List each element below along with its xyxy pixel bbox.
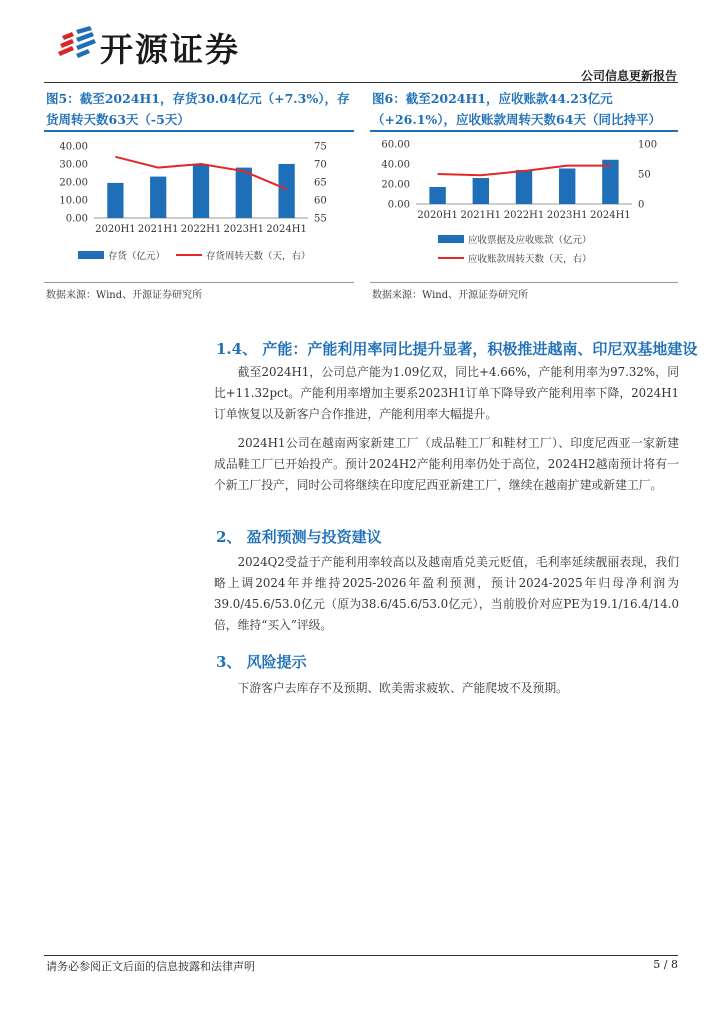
header-rule xyxy=(44,82,678,83)
y2-tick-label: 60 xyxy=(314,195,327,207)
figure6-bottom-rule xyxy=(370,282,678,283)
x-tick-label: 2022H1 xyxy=(180,224,222,235)
y2-tick-label: 55 xyxy=(314,213,327,225)
section-1-4-title: 1.4、 产能：产能利用率同比提升显著，积极推进越南、印尼双基地建设 xyxy=(216,340,698,358)
y-tick-label: 0.00 xyxy=(65,213,88,225)
x-tick-label: 2022H1 xyxy=(503,210,545,221)
bar xyxy=(559,169,575,205)
bar xyxy=(107,183,123,218)
footer-disclaimer: 请务必参阅正文后面的信息披露和法律声明 xyxy=(46,960,255,973)
figure6-chart xyxy=(370,134,678,286)
report-type: 公司信息更新报告 xyxy=(580,69,677,83)
x-tick-label: 2023H1 xyxy=(546,210,588,221)
section-2-title: 2、 盈利预测与投资建议 xyxy=(216,528,382,546)
legend-line-label: 应收账款周转天数（天，右） xyxy=(468,254,592,265)
figure5-title: 图5：截至2024H1，存货30.04亿元（+7.3%），存货周转天数63天（-5天） xyxy=(46,91,350,127)
x-tick-label: 2024H1 xyxy=(590,210,631,221)
x-tick-label: 2021H1 xyxy=(137,224,179,235)
section-2-body xyxy=(214,550,679,636)
figure5-chart xyxy=(44,134,354,286)
bar xyxy=(150,177,166,218)
y-tick-label: 20.00 xyxy=(381,179,410,191)
legend-bar-label: 存货（亿元） xyxy=(108,251,166,262)
brand-name: 开源证券 xyxy=(100,30,240,69)
section-1-4-body xyxy=(214,360,679,496)
section-1-4-para-1: 截至2024H1，公司总产能为1.09亿双，同比+4.66%，产能利用率为97.32%，同比+11.32pct。产能利用率增加主要系2023H1订单下降导致产能利用率下降，2024H1订单恢复以及新客户合作推进，产能利用率大幅提升。 xyxy=(214,365,679,421)
x-tick-label: 2023H1 xyxy=(223,224,265,235)
legend-bar-swatch xyxy=(438,235,464,243)
footer-rule xyxy=(44,955,678,956)
bar xyxy=(278,164,294,218)
section-2-para-1: 2024Q2受益于产能利用率较高以及越南盾兑美元贬值，毛利率延续靓丽表现，我们略上调2024年并维持2025-2026年盈利预测，预计2024-2025年归母净利润为39.0/45.6/53.0亿元（原为38.6/45.6/53.0亿元），当前股价对应PE为19.1/16.4/14.0倍，维持“买入”评级。 xyxy=(214,555,679,632)
bar xyxy=(429,187,445,204)
y-tick-label: 40.00 xyxy=(381,159,410,171)
x-tick-label: 2024H1 xyxy=(266,224,307,235)
y2-tick-label: 75 xyxy=(314,141,327,153)
legend-line-label: 存货周转天数（天，右） xyxy=(206,251,311,262)
y2-tick-label: 65 xyxy=(314,177,327,189)
figure6-title-rule xyxy=(370,130,678,132)
y-tick-label: 10.00 xyxy=(59,195,88,207)
section-1-4-para-2: 2024H1公司在越南两家新建工厂（成品鞋工厂和鞋材工厂）、印度尼西亚一家新建成品鞋工厂已开始投产。预计2024H2产能利用率仍处于高位，2024H2越南预计将有一个新工厂投产，同时公司将继续在印度尼西亚新建工厂，继续在越南扩建或新建工厂。 xyxy=(214,436,679,492)
y-tick-label: 20.00 xyxy=(59,177,88,189)
legend-bar-label: 应收票据及应收账款（亿元） xyxy=(468,235,592,246)
section-3-para-1: 下游客户去库存不及预期、欧美需求疲软、产能爬坡不及预期。 xyxy=(237,681,568,695)
y2-tick-label: 0 xyxy=(638,199,645,211)
section-3-title: 3、 风险提示 xyxy=(216,653,307,671)
figure5-source: 数据来源：Wind、开源证券研究所 xyxy=(46,290,203,301)
bar xyxy=(236,168,252,218)
bar xyxy=(516,170,532,204)
figure5-bottom-rule xyxy=(44,282,354,283)
y-tick-label: 30.00 xyxy=(59,159,88,171)
bar xyxy=(193,165,209,218)
legend-bar-swatch xyxy=(78,251,104,259)
y2-tick-label: 70 xyxy=(314,159,327,171)
company-logo xyxy=(58,26,98,62)
section-3-body xyxy=(214,676,679,699)
y2-tick-label: 50 xyxy=(638,169,651,181)
logo-mark-icon xyxy=(58,26,98,62)
y-tick-label: 60.00 xyxy=(381,139,410,151)
x-tick-label: 2020H1 xyxy=(95,224,136,235)
x-tick-label: 2021H1 xyxy=(460,210,502,221)
y-tick-label: 40.00 xyxy=(59,141,88,153)
figure5-title-rule xyxy=(44,130,354,132)
bar xyxy=(473,178,489,204)
x-tick-label: 2020H1 xyxy=(417,210,458,221)
y-tick-label: 0.00 xyxy=(387,199,410,211)
y2-tick-label: 100 xyxy=(638,139,658,151)
figure6-title: 图6：截至2024H1，应收账款44.23亿元（+26.1%），应收账款周转天数64天（同比持平） xyxy=(372,91,661,127)
figure6-source: 数据来源：Wind、开源证券研究所 xyxy=(372,290,529,301)
page-number: 5 / 8 xyxy=(653,958,678,971)
